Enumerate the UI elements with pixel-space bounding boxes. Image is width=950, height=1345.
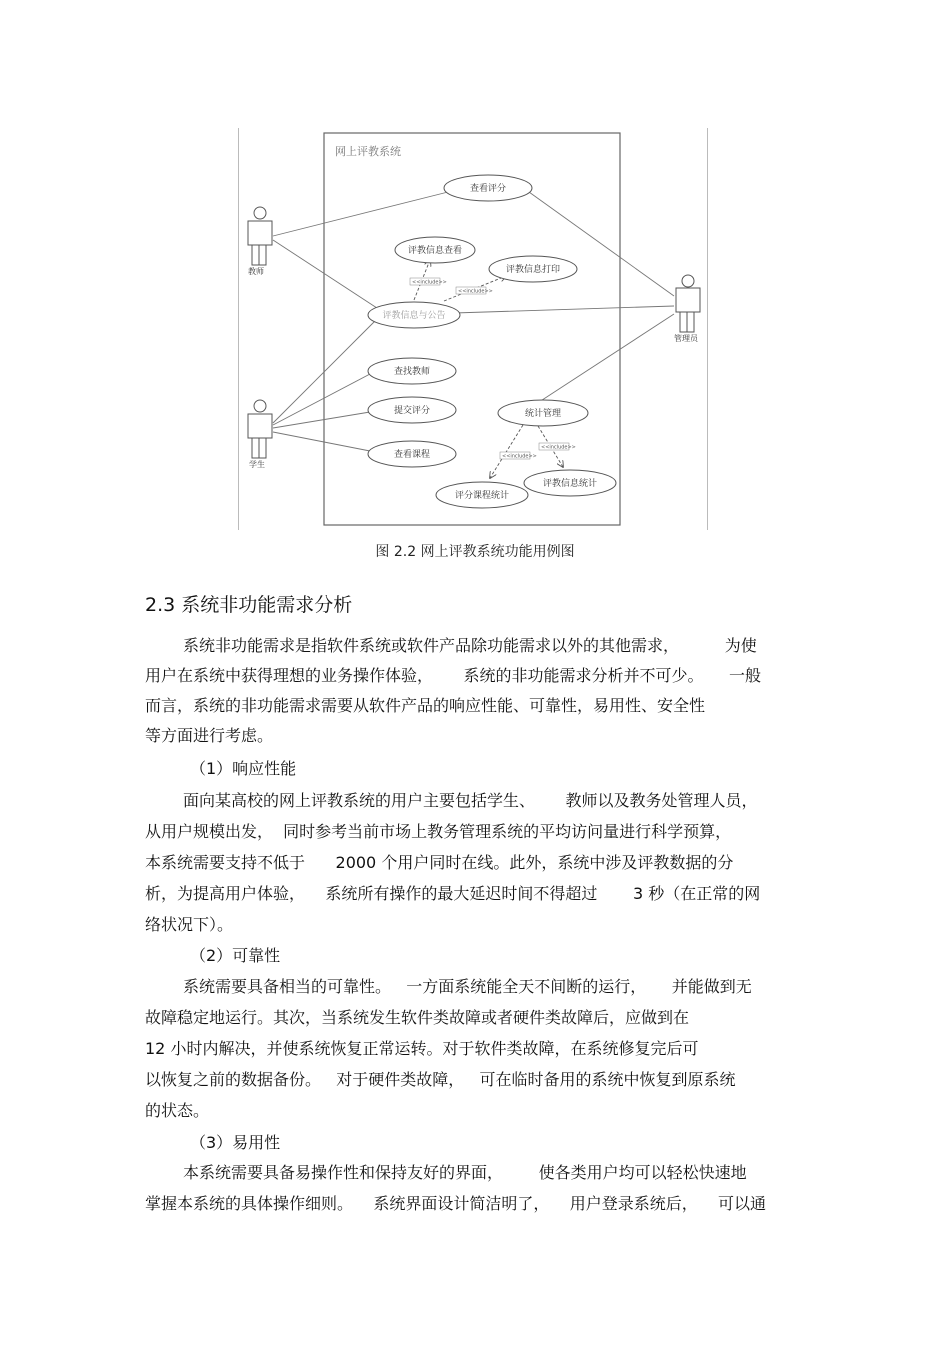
subsection-heading: （2）可靠性: [190, 946, 281, 965]
paragraph-line: 掌握本系统的具体操作细则。 系统界面设计简洁明了， 用户登录系统后， 可以通: [145, 1194, 767, 1213]
use-case-label: 评教信息查看: [407, 246, 463, 256]
actor-student-figure: [248, 400, 272, 458]
paragraph-line: 析，为提高用户体验， 系统所有操作的最大延迟时间不得超过 3 秒（在正常的网: [145, 884, 761, 903]
use-case-label: 提交评分: [393, 406, 431, 416]
actor-admin-label: 管理员: [674, 334, 698, 343]
paragraph-line: 面向某高校的网上评教系统的用户主要包括学生、 教师以及教务处管理人员，: [183, 791, 758, 810]
use-case-label: 查找教师: [393, 367, 431, 377]
subsection-heading: （3）易用性: [190, 1133, 281, 1152]
subsection-heading: （1）响应性能: [190, 759, 297, 778]
paragraph-line: 络状况下）。: [145, 915, 234, 934]
actor-student-label: 学生: [249, 460, 265, 469]
paragraph-line: 的状态。: [145, 1101, 210, 1120]
paragraph-line: 以恢复之前的数据备份。 对于硬件类故障， 可在临时备用的系统中恢复到原系统: [145, 1070, 736, 1089]
paragraph-line: 从用户规模出发， 同时参考当前市场上教务管理系统的平均访问量进行科学预算，: [145, 822, 732, 841]
paragraph-line: 本系统需要具备易操作性和保持友好的界面， 使各类用户均可以轻松快速地: [183, 1163, 747, 1182]
include-label: <<include>>: [541, 444, 576, 451]
use-case-label: 查看评分: [469, 184, 507, 194]
include-label: <<include>>: [412, 279, 447, 286]
use-case-label: 评教信息与公告: [382, 311, 446, 321]
paragraph-line: 系统非功能需求是指软件系统或软件产品除功能需求以外的其他需求， 为使: [183, 636, 757, 655]
paragraph-line: 系统需要具备相当的可靠性。 一方面系统能全天不间断的运行， 并能做到无: [183, 977, 752, 996]
use-case-label: 统计管理: [524, 409, 562, 419]
association-lines: [273, 192, 674, 451]
use-case-label: 评教信息打印: [505, 265, 561, 275]
use-case-label: 评分课程统计: [454, 491, 510, 501]
include-label: <<include>>: [502, 453, 537, 460]
system-title: 网上评教系统: [335, 145, 401, 158]
paragraph-line: 用户在系统中获得理想的业务操作体验， 系统的非功能需求分析并不可少。 一般: [145, 666, 761, 685]
paragraph-line: 而言，系统的非功能需求需要从软件产品的响应性能、可靠性，易用性、安全性: [145, 696, 706, 715]
use-case-label: 查看课程: [393, 450, 431, 460]
section-heading: 2.3 系统非功能需求分析: [145, 594, 353, 616]
use-case-labels: [382, 182, 597, 501]
actor-teacher-label: 教师: [248, 267, 264, 276]
actor-admin-figure: [676, 275, 700, 332]
paragraph-line: 12 小时内解决，并使系统恢复正常运转。对于软件类故障，在系统修复完后可: [145, 1039, 699, 1058]
actor-teacher-figure: [248, 207, 272, 265]
paragraph-line: 故障稳定地运行。其次，当系统发生软件类故障或者硬件类故障后，应做到在: [145, 1008, 690, 1027]
paragraph-line: 等方面进行考虑。: [145, 726, 274, 745]
include-label: <<include>>: [458, 288, 493, 295]
figure-caption: 图 2.2 网上评教系统功能用例图: [375, 544, 575, 560]
use-case-label: 评教信息统计: [542, 479, 598, 489]
paragraph-line: 本系统需要支持不低于 2000 个用户同时在线。此外，系统中涉及评教数据的分: [145, 853, 734, 872]
use-case-diagram: [238, 128, 708, 530]
